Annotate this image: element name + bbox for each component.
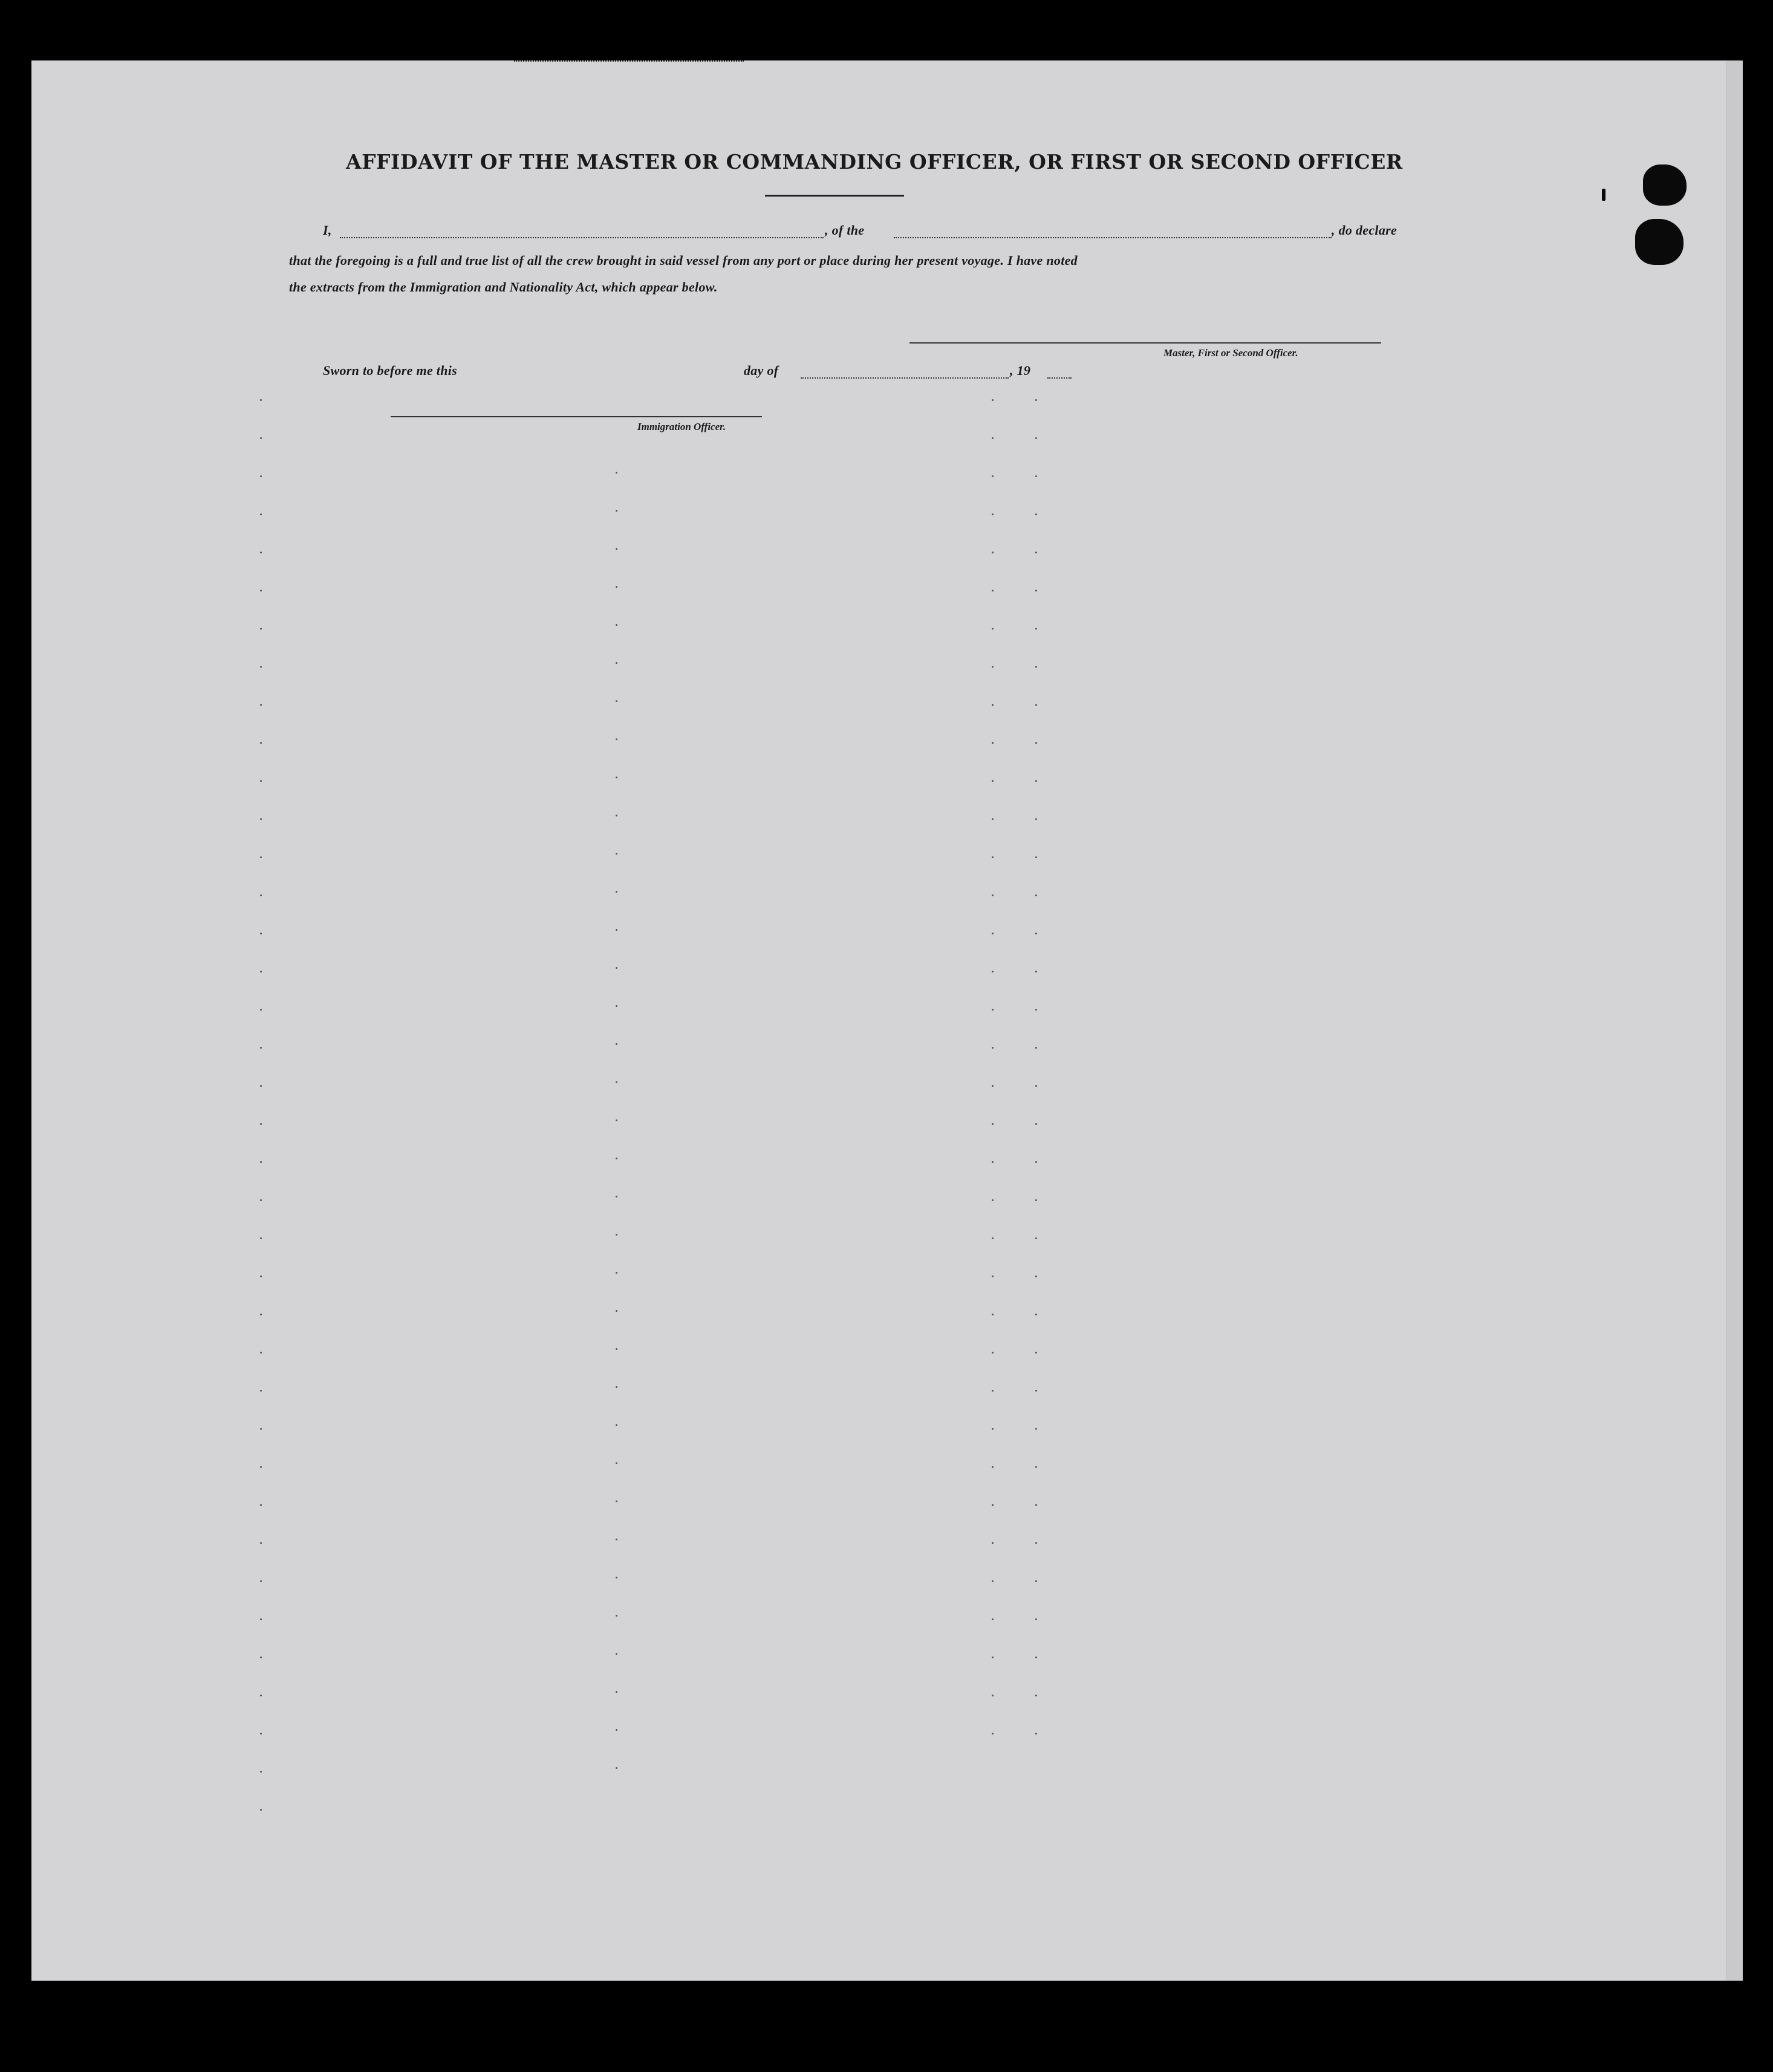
vessel-blank[interactable] <box>894 237 1332 238</box>
sworn-year-prefix: , 19 <box>1010 363 1031 378</box>
declaration-line-3: the extracts from the Immigration and Nationality Act, which appear below. <box>289 279 718 295</box>
dotted-guide-col-4 <box>1035 399 1038 1790</box>
master-signature-line[interactable] <box>909 342 1381 344</box>
declaration-of-the: , of the <box>825 223 865 238</box>
dotted-guide-col-2 <box>616 472 618 1863</box>
master-signature-caption: Master, First or Second Officer. <box>1163 347 1298 359</box>
title-underline <box>765 195 904 197</box>
declaration-line-2: that the foregoing is a full and true list of all the crew brought in said vessel from any port or place during her present voyage. I have noted <box>289 253 1078 268</box>
ink-blot-bottom <box>1635 219 1684 265</box>
ink-blot-top <box>1643 165 1687 206</box>
sworn-day-blank[interactable] <box>514 60 744 62</box>
affidavit-title: AFFIDAVIT OF THE MASTER OR COMMANDING OFFICER, OR FIRST OR SECOND OFFICER <box>346 150 1403 174</box>
declaration-prefix: I, <box>323 223 332 238</box>
page-edge <box>1726 60 1743 1981</box>
declaration-do-declare: , do declare <box>1332 223 1397 238</box>
sworn-prefix: Sworn to before me this <box>323 363 458 378</box>
sworn-month-blank[interactable] <box>801 377 1009 379</box>
dotted-guide-col-3 <box>992 399 994 1790</box>
dotted-guide-col-1 <box>260 399 262 1911</box>
immigration-officer-signature-line[interactable] <box>391 416 762 417</box>
sworn-year-blank[interactable] <box>1047 377 1072 379</box>
sworn-day-of: day of <box>744 363 779 378</box>
name-blank[interactable] <box>340 237 824 238</box>
ink-mark-small <box>1602 189 1605 201</box>
affidavit-page <box>31 60 1743 1981</box>
immigration-officer-caption: Immigration Officer. <box>637 421 726 432</box>
